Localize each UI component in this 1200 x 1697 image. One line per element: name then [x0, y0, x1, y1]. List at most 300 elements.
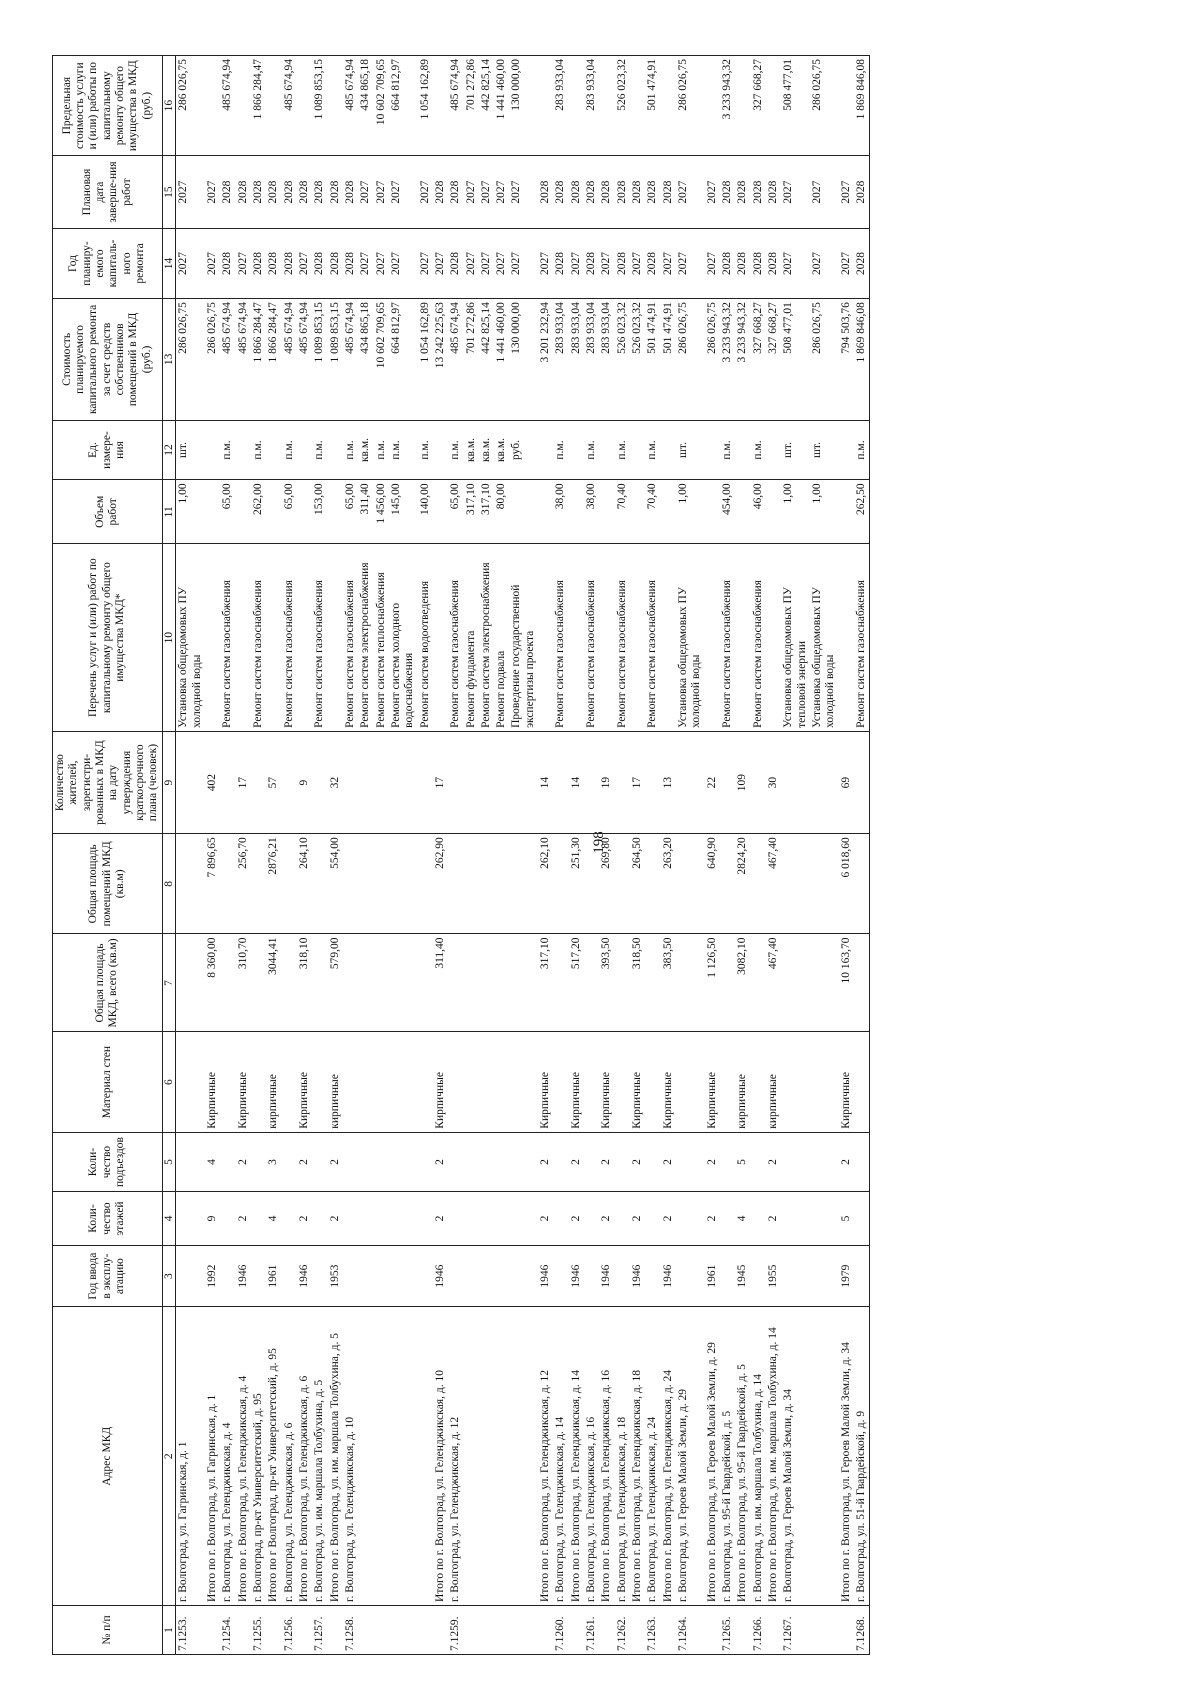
premises-area-cell: 640,90	[705, 834, 720, 934]
total-area-cell	[418, 934, 433, 1032]
address-cell	[418, 1307, 433, 1605]
completion-date-cell: 2028	[630, 156, 645, 228]
total-area-cell: 579,00	[328, 934, 343, 1032]
planned-cost-cell: 1 866 284,47	[251, 299, 266, 421]
wall-material-cell	[464, 1032, 479, 1132]
work-volume-cell: 80,00	[494, 480, 509, 544]
work-description-cell: Ремонт подвала	[494, 544, 509, 732]
premises-area-cell	[781, 834, 810, 934]
year-built-cell	[448, 1245, 463, 1307]
planned-cost-cell: 286 026,75	[205, 299, 220, 421]
residents-cell: 14	[538, 731, 553, 833]
column-number: 16	[162, 56, 176, 156]
address-cell: г. Волгоград, ул. Геленджикская, д. 18	[615, 1307, 630, 1605]
entrances-cell	[464, 1132, 479, 1192]
wall-material-cell: Кирпичные	[630, 1032, 645, 1132]
residents-cell	[176, 731, 205, 833]
work-description-cell: Ремонт систем газоснабжения	[615, 544, 630, 732]
completion-date-cell: 2028	[735, 156, 750, 228]
max-cost-cell: 286 026,75	[176, 56, 205, 156]
premises-area-cell: 264,10	[297, 834, 312, 934]
entrances-cell	[509, 1132, 538, 1192]
completion-date-cell: 2028	[312, 156, 327, 228]
address-cell	[374, 1307, 389, 1605]
premises-area-cell	[509, 834, 538, 934]
table-row	[720, 56, 735, 1655]
repair-year-cell: 2027	[358, 228, 373, 298]
total-area-cell	[389, 934, 418, 1032]
wall-material-cell	[494, 1032, 509, 1132]
completion-date-cell: 2027	[781, 156, 810, 228]
completion-date-cell: 2028	[599, 156, 614, 228]
residents-cell	[418, 731, 433, 833]
row-number-cell: 7.1259.	[448, 1605, 463, 1654]
floors-cell	[464, 1192, 479, 1245]
planned-cost-cell: 485 674,94	[343, 299, 358, 421]
planned-cost-cell: 286 026,75	[176, 299, 205, 421]
planned-cost-cell: 1 441 460,00	[494, 299, 509, 421]
year-built-cell: 1979	[839, 1245, 854, 1307]
residents-cell	[509, 731, 538, 833]
table-row	[509, 56, 538, 1655]
table-row	[220, 56, 235, 1655]
floors-cell: 2	[538, 1192, 553, 1245]
address-cell: г. Волгоград, ул. Геленджикская, д. 16	[584, 1307, 599, 1605]
wall-material-cell: Кирпичные	[661, 1032, 676, 1132]
row-number-cell: 7.1254.	[220, 1605, 235, 1654]
unit-cell: кв.м.	[479, 420, 494, 480]
floors-cell	[553, 1192, 568, 1245]
repair-year-cell: 2027	[494, 228, 509, 298]
max-cost-cell: 283 933,04	[584, 56, 599, 156]
column-number: 14	[162, 228, 176, 298]
address-cell	[479, 1307, 494, 1605]
planned-cost-cell: 485 674,94	[282, 299, 297, 421]
address-cell	[358, 1307, 373, 1605]
residents-cell	[220, 731, 235, 833]
entrances-cell	[312, 1132, 327, 1192]
planned-cost-cell: 283 933,04	[599, 299, 614, 421]
residents-cell: 109	[735, 731, 750, 833]
entrances-cell	[418, 1132, 433, 1192]
max-cost-cell: 501 474,91	[645, 56, 660, 156]
work-description-cell	[266, 544, 281, 732]
wall-material-cell	[645, 1032, 660, 1132]
year-built-cell	[810, 1245, 839, 1307]
completion-date-cell: 2027	[176, 156, 205, 228]
work-description-cell	[328, 544, 343, 732]
planned-cost-cell: 283 933,04	[553, 299, 568, 421]
total-area-cell: 317,10	[538, 934, 553, 1032]
year-built-cell	[645, 1245, 660, 1307]
floors-cell	[584, 1192, 599, 1245]
floors-cell	[751, 1192, 766, 1245]
column-number: 11	[162, 480, 176, 544]
premises-area-cell: 554,00	[328, 834, 343, 934]
year-built-cell: 1946	[630, 1245, 645, 1307]
completion-date-cell: 2028	[448, 156, 463, 228]
unit-cell: п.м.	[751, 420, 766, 480]
repair-year-cell: 2027	[509, 228, 538, 298]
table-row	[312, 56, 327, 1655]
wall-material-cell	[358, 1032, 373, 1132]
unit-cell: п.м.	[374, 420, 389, 480]
work-volume-cell: 70,40	[615, 480, 630, 544]
address-cell	[464, 1307, 479, 1605]
premises-area-cell: 262,90	[433, 834, 448, 934]
floors-cell: 4	[735, 1192, 750, 1245]
completion-date-cell: 2027	[509, 156, 538, 228]
residents-cell: 9	[297, 731, 312, 833]
planned-cost-cell: 1 089 853,15	[312, 299, 327, 421]
premises-area-cell	[494, 834, 509, 934]
planned-cost-cell: 1 054 162,89	[418, 299, 433, 421]
column-header: Год ввода в эксплу-атацию	[53, 1245, 163, 1307]
entrances-cell: 2	[297, 1132, 312, 1192]
work-description-cell: Ремонт систем газоснабжения	[645, 544, 660, 732]
repair-year-cell: 2027	[538, 228, 553, 298]
row-number-cell: 7.1253.	[176, 1605, 205, 1654]
wall-material-cell: Кирпичные	[839, 1032, 854, 1132]
repair-year-cell: 2027	[705, 228, 720, 298]
row-number-cell	[538, 1605, 553, 1654]
table-row	[374, 56, 389, 1655]
total-area-cell	[220, 934, 235, 1032]
entrances-cell	[494, 1132, 509, 1192]
column-header: Плановая дата заверше-ния работ	[53, 156, 163, 228]
address-cell: г. Волгоград, ул. Геленджикская, д. 6	[282, 1307, 297, 1605]
planned-cost-cell: 485 674,94	[297, 299, 312, 421]
entrances-cell	[448, 1132, 463, 1192]
wall-material-cell	[282, 1032, 297, 1132]
total-area-cell: 8 360,00	[205, 934, 220, 1032]
completion-date-cell: 2027	[358, 156, 373, 228]
row-number-cell	[464, 1605, 479, 1654]
row-number-cell: 7.1261.	[584, 1605, 599, 1654]
unit-cell: п.м.	[343, 420, 358, 480]
repair-year-cell: 2028	[220, 228, 235, 298]
completion-date-cell: 2028	[553, 156, 568, 228]
table-row	[358, 56, 373, 1655]
planned-cost-cell: 526 023,32	[630, 299, 645, 421]
unit-cell	[766, 420, 781, 480]
year-built-cell	[479, 1245, 494, 1307]
column-number: 6	[162, 1032, 176, 1132]
max-cost-cell: 485 674,94	[220, 56, 235, 156]
wall-material-cell: Кирпичные	[705, 1032, 720, 1132]
unit-cell: п.м.	[312, 420, 327, 480]
work-description-cell	[661, 544, 676, 732]
total-area-cell	[781, 934, 810, 1032]
unit-cell: шт.	[176, 420, 205, 480]
planned-cost-cell: 13 242 225,63	[433, 299, 448, 421]
floors-cell	[389, 1192, 418, 1245]
unit-cell	[661, 420, 676, 480]
floors-cell	[509, 1192, 538, 1245]
table-row	[676, 56, 705, 1655]
entrances-cell	[374, 1132, 389, 1192]
max-cost-cell	[839, 56, 854, 156]
residents-cell: 14	[569, 731, 584, 833]
wall-material-cell	[418, 1032, 433, 1132]
work-volume-cell: 1 456,00	[374, 480, 389, 544]
floors-cell	[645, 1192, 660, 1245]
unit-cell: п.м.	[220, 420, 235, 480]
premises-area-cell: 7 896,65	[205, 834, 220, 934]
completion-date-cell: 2028	[251, 156, 266, 228]
unit-cell	[839, 420, 854, 480]
work-volume-cell: 1,00	[810, 480, 839, 544]
premises-area-cell	[448, 834, 463, 934]
work-volume-cell	[297, 480, 312, 544]
total-row	[630, 56, 645, 1655]
year-built-cell	[251, 1245, 266, 1307]
completion-date-cell: 2028	[220, 156, 235, 228]
work-volume-cell	[839, 480, 854, 544]
completion-date-cell: 2028	[569, 156, 584, 228]
year-built-cell	[509, 1245, 538, 1307]
work-volume-cell	[266, 480, 281, 544]
work-volume-cell	[661, 480, 676, 544]
premises-area-cell: 264,50	[630, 834, 645, 934]
repair-year-cell: 2027	[464, 228, 479, 298]
floors-cell	[810, 1192, 839, 1245]
address-cell: Итого по г. Волгоград, ул. Геленджикская, д. 16	[599, 1307, 614, 1605]
repair-year-cell: 2028	[328, 228, 343, 298]
completion-date-cell: 2028	[615, 156, 630, 228]
completion-date-cell: 2027	[205, 156, 220, 228]
address-cell: г. Волгоград, ул. Геленджикская, д. 10	[343, 1307, 358, 1605]
floors-cell	[494, 1192, 509, 1245]
wall-material-cell	[448, 1032, 463, 1132]
work-volume-cell: 1,00	[676, 480, 705, 544]
year-built-cell	[358, 1245, 373, 1307]
year-built-cell	[553, 1245, 568, 1307]
table-row	[494, 56, 509, 1655]
floors-cell	[343, 1192, 358, 1245]
work-description-cell: Установка общедомовых ПУ тепловой энергии	[781, 544, 810, 732]
wall-material-cell: Кирпичные	[297, 1032, 312, 1132]
column-number: 3	[162, 1245, 176, 1307]
year-built-cell	[615, 1245, 630, 1307]
planned-cost-cell: 501 474,91	[645, 299, 660, 421]
year-built-cell	[418, 1245, 433, 1307]
year-built-cell: 1992	[205, 1245, 220, 1307]
entrances-cell: 3	[266, 1132, 281, 1192]
year-built-cell: 1946	[569, 1245, 584, 1307]
work-description-cell	[236, 544, 251, 732]
wall-material-cell	[176, 1032, 205, 1132]
residents-cell	[781, 731, 810, 833]
work-volume-cell	[236, 480, 251, 544]
entrances-cell: 5	[735, 1132, 750, 1192]
planned-cost-cell: 283 933,04	[584, 299, 599, 421]
total-area-cell	[720, 934, 735, 1032]
row-number-cell	[205, 1605, 220, 1654]
table-row	[645, 56, 660, 1655]
total-area-cell	[479, 934, 494, 1032]
work-volume-cell	[705, 480, 720, 544]
address-cell: г. Волгоград, ул. им. маршала Толбухина, д. 14	[751, 1307, 766, 1605]
residents-cell	[358, 731, 373, 833]
repair-year-cell: 2027	[661, 228, 676, 298]
total-area-cell	[854, 934, 870, 1032]
address-cell: г. Волгоград, пр-кт Университетский, д. 95	[251, 1307, 266, 1605]
residents-cell	[312, 731, 327, 833]
residents-cell	[251, 731, 266, 833]
address-cell: г. Волгоград, ул. Геленджикская, д. 24	[645, 1307, 660, 1605]
wall-material-cell	[220, 1032, 235, 1132]
work-volume-cell	[766, 480, 781, 544]
total-area-cell: 3044,41	[266, 934, 281, 1032]
planned-cost-cell: 327 668,27	[766, 299, 781, 421]
max-cost-cell	[205, 56, 220, 156]
work-volume-cell: 65,00	[448, 480, 463, 544]
residents-cell	[584, 731, 599, 833]
repair-year-cell: 2027	[433, 228, 448, 298]
total-area-cell: 310,70	[236, 934, 251, 1032]
column-number-row	[162, 56, 176, 1655]
year-built-cell	[464, 1245, 479, 1307]
max-cost-cell	[569, 56, 584, 156]
completion-date-cell: 2028	[538, 156, 553, 228]
row-number-cell	[661, 1605, 676, 1654]
wall-material-cell	[509, 1032, 538, 1132]
table-row	[751, 56, 766, 1655]
year-built-cell	[282, 1245, 297, 1307]
unit-cell: руб.	[509, 420, 538, 480]
max-cost-cell: 701 272,86	[464, 56, 479, 156]
column-number: 8	[162, 834, 176, 934]
year-built-cell	[389, 1245, 418, 1307]
work-volume-cell	[735, 480, 750, 544]
premises-area-cell	[220, 834, 235, 934]
max-cost-cell: 1 869 846,08	[854, 56, 870, 156]
wall-material-cell	[374, 1032, 389, 1132]
row-number-cell	[735, 1605, 750, 1654]
column-number: 5	[162, 1132, 176, 1192]
year-built-cell: 1946	[433, 1245, 448, 1307]
max-cost-cell	[328, 56, 343, 156]
address-cell	[494, 1307, 509, 1605]
max-cost-cell: 286 026,75	[676, 56, 705, 156]
max-cost-cell	[599, 56, 614, 156]
wall-material-cell	[312, 1032, 327, 1132]
max-cost-cell: 526 023,32	[615, 56, 630, 156]
entrances-cell	[251, 1132, 266, 1192]
wall-material-cell: Кирпичные	[236, 1032, 251, 1132]
floors-cell: 2	[705, 1192, 720, 1245]
planned-cost-cell: 3 233 943,32	[720, 299, 735, 421]
unit-cell	[569, 420, 584, 480]
row-number-cell	[705, 1605, 720, 1654]
premises-area-cell	[418, 834, 433, 934]
year-built-cell	[720, 1245, 735, 1307]
address-cell: г. Волгоград, ул. 51-й Гвардейской, д. 9	[854, 1307, 870, 1605]
residents-cell	[615, 731, 630, 833]
completion-date-cell: 2028	[584, 156, 599, 228]
address-cell: Итого по г. Волгоград, ул. Геленджикская, д. 4	[236, 1307, 251, 1605]
completion-date-cell: 2027	[705, 156, 720, 228]
work-description-cell	[630, 544, 645, 732]
max-cost-cell: 485 674,94	[448, 56, 463, 156]
total-row	[661, 56, 676, 1655]
repair-year-cell: 2027	[389, 228, 418, 298]
premises-area-cell	[464, 834, 479, 934]
table-header-row	[53, 56, 163, 1655]
floors-cell	[448, 1192, 463, 1245]
floors-cell	[781, 1192, 810, 1245]
floors-cell: 2	[297, 1192, 312, 1245]
residents-cell: 69	[839, 731, 854, 833]
work-description-cell	[839, 544, 854, 732]
wall-material-cell: Кирпичные	[433, 1032, 448, 1132]
work-volume-cell	[630, 480, 645, 544]
work-description-cell: Ремонт систем газоснабжения	[220, 544, 235, 732]
work-description-cell: Ремонт систем газоснабжения	[553, 544, 568, 732]
residents-cell	[448, 731, 463, 833]
max-cost-cell: 10 602 709,65	[374, 56, 389, 156]
residents-cell	[645, 731, 660, 833]
total-row	[205, 56, 220, 1655]
address-cell: г. Волгоград, ул. им. маршала Толбухина, д. 5	[312, 1307, 327, 1605]
work-description-cell	[205, 544, 220, 732]
year-built-cell: 1945	[735, 1245, 750, 1307]
wall-material-cell	[615, 1032, 630, 1132]
total-row	[766, 56, 781, 1655]
repair-year-cell: 2028	[645, 228, 660, 298]
column-header: Перечень услуг и (или) работ по капитальному ремонту общего имущества МКД*	[53, 544, 163, 732]
column-header: Адрес МКД	[53, 1307, 163, 1605]
wall-material-cell	[389, 1032, 418, 1132]
unit-cell: шт.	[781, 420, 810, 480]
work-volume-cell: 454,00	[720, 480, 735, 544]
completion-date-cell: 2028	[720, 156, 735, 228]
year-built-cell	[374, 1245, 389, 1307]
table-row	[479, 56, 494, 1655]
repair-year-cell: 2028	[282, 228, 297, 298]
work-description-cell: Ремонт систем газоснабжения	[720, 544, 735, 732]
total-area-cell: 1 126,50	[705, 934, 720, 1032]
address-cell: Итого по г. Волгоград, ул. Геленджикская, д. 18	[630, 1307, 645, 1605]
completion-date-cell: 2027	[676, 156, 705, 228]
work-volume-cell: 65,00	[220, 480, 235, 544]
address-cell: г. Волгоград, ул. Геленджикская, д. 4	[220, 1307, 235, 1605]
floors-cell: 2	[569, 1192, 584, 1245]
unit-cell	[735, 420, 750, 480]
premises-area-cell: 251,30	[569, 834, 584, 934]
max-cost-cell	[433, 56, 448, 156]
total-area-cell	[251, 934, 266, 1032]
total-area-cell	[312, 934, 327, 1032]
planned-cost-cell: 286 026,75	[705, 299, 720, 421]
max-cost-cell: 3 233 943,32	[720, 56, 735, 156]
total-row	[538, 56, 553, 1655]
planned-cost-cell: 485 674,94	[448, 299, 463, 421]
work-volume-cell: 145,00	[389, 480, 418, 544]
floors-cell: 2	[599, 1192, 614, 1245]
entrances-cell	[645, 1132, 660, 1192]
completion-date-cell: 2028	[266, 156, 281, 228]
total-area-cell	[358, 934, 373, 1032]
floors-cell	[176, 1192, 205, 1245]
unit-cell: п.м.	[251, 420, 266, 480]
column-number: 12	[162, 420, 176, 480]
year-built-cell	[220, 1245, 235, 1307]
wall-material-cell	[781, 1032, 810, 1132]
row-number-cell	[766, 1605, 781, 1654]
repair-year-cell: 2027	[479, 228, 494, 298]
